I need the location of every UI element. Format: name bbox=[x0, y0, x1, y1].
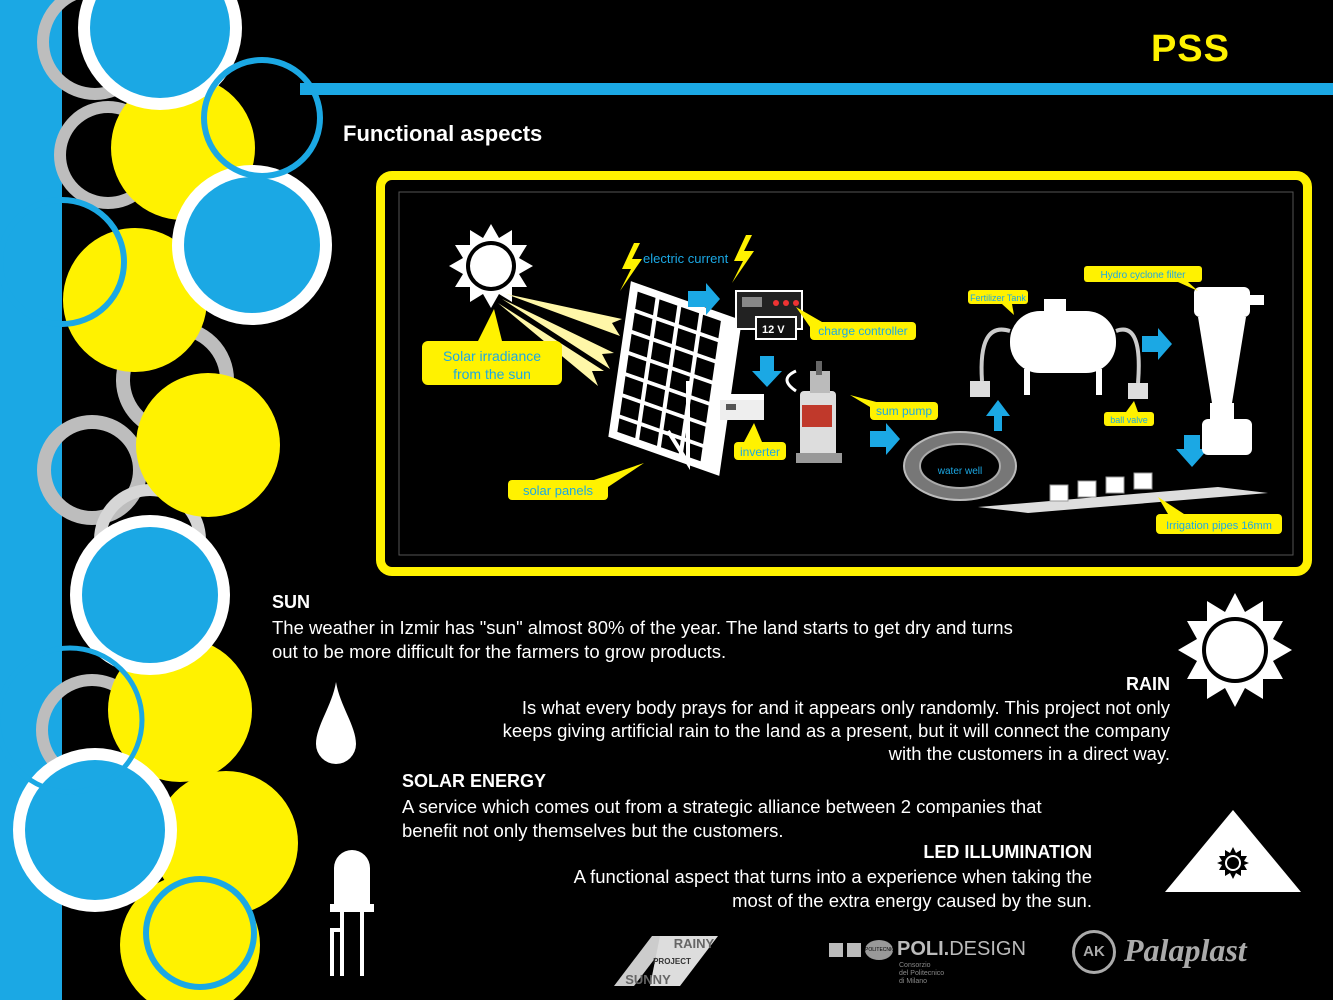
sun-text-line: The weather in Izmir has "sun" almost 80% of the year. The land starts to get dry and turns bbox=[272, 617, 1013, 638]
solar-energy-text-line: A service which comes out from a strategic alliance between 2 companies that bbox=[402, 796, 1042, 817]
inverter-icon bbox=[720, 394, 764, 420]
logo-project: PROJECT bbox=[653, 957, 691, 966]
logo-square bbox=[829, 943, 843, 957]
polidesign-name-bold: POLI. bbox=[897, 938, 950, 960]
politecnico-seal: POLITECNICO bbox=[865, 940, 893, 960]
rainy-sunny-project-logo bbox=[612, 934, 720, 988]
polidesign-subtitle-line: del Politecnico bbox=[899, 970, 945, 977]
rain-text-line: keeps giving artificial rain to the land as a present, but it will connect the company bbox=[502, 720, 1170, 741]
logo-rainy: RAINY bbox=[673, 936, 715, 951]
rain-text bbox=[370, 696, 1170, 765]
led-sun-triangle-icon bbox=[1163, 808, 1303, 894]
rain-text-line: Is what every body prays for and it appears only randomly. This project not only bbox=[521, 697, 1170, 718]
label-water-well: water well bbox=[937, 466, 983, 477]
header-rule bbox=[300, 83, 1333, 95]
sun-text-line: out to be more difficult for the farmers to grow products. bbox=[272, 641, 727, 662]
sun-text bbox=[272, 616, 1172, 664]
label-irrigation-pipes: Irrigation pipes 16mm bbox=[1166, 520, 1272, 532]
led-heading: LED ILLUMINATION bbox=[923, 842, 1092, 862]
logo-square bbox=[847, 943, 861, 957]
system-diagram bbox=[398, 191, 1294, 556]
rain-heading: RAIN bbox=[1126, 674, 1170, 694]
polidesign-subtitle-line: Consorzio bbox=[899, 962, 931, 969]
polidesign-logo bbox=[829, 940, 1029, 990]
label-solar-panels: solar panels bbox=[522, 483, 594, 498]
palaplast-name: Palaplast bbox=[1124, 932, 1247, 968]
solar-energy-text bbox=[402, 795, 1232, 843]
label-sum-pump: sum pump bbox=[875, 404, 933, 418]
solar-energy-heading: SOLAR ENERGY bbox=[402, 771, 547, 791]
label-fertilizer-tank: Fertilizer Tank bbox=[970, 293, 1026, 303]
decorative-circles bbox=[0, 0, 340, 1000]
label-hydro-cyclone-filter: Hydro cyclone filter bbox=[1100, 270, 1186, 281]
label-from-the-sun: from the sun bbox=[453, 366, 531, 382]
battery-voltage: 12 V bbox=[762, 324, 785, 336]
solar-energy-text-line: benefit not only themselves but the customers. bbox=[402, 820, 784, 841]
polidesign-name-regular: DESIGN bbox=[949, 938, 1026, 960]
sun-icon bbox=[1180, 590, 1290, 710]
page-title: PSS bbox=[1150, 28, 1230, 70]
led-icon bbox=[328, 850, 376, 980]
label-solar-irradiance: Solar irradiance bbox=[442, 348, 542, 364]
polidesign-subtitle bbox=[899, 962, 944, 986]
water-drop-icon bbox=[314, 680, 358, 768]
sun-heading: SUN bbox=[272, 592, 311, 612]
rain-text-line: with the customers in a direct way. bbox=[888, 743, 1170, 764]
label-electric-current: electric current bbox=[643, 251, 729, 266]
logo-sunny: SUNNY bbox=[625, 972, 671, 987]
led-text bbox=[392, 865, 1092, 913]
led-text-line: A functional aspect that turns into a experience when taking the bbox=[573, 866, 1092, 887]
polidesign-name bbox=[897, 938, 1026, 961]
polidesign-subtitle-line: di Milano bbox=[899, 978, 928, 985]
led-text-line: most of the extra energy caused by the sun. bbox=[732, 890, 1092, 911]
label-ball-valve: ball valve bbox=[1110, 415, 1148, 425]
label-charge-controller: charge controller bbox=[818, 324, 908, 338]
section-title: Functional aspects bbox=[343, 121, 543, 146]
label-inverter: inverter bbox=[739, 445, 781, 459]
palaplast-mark: AK bbox=[1072, 930, 1116, 974]
